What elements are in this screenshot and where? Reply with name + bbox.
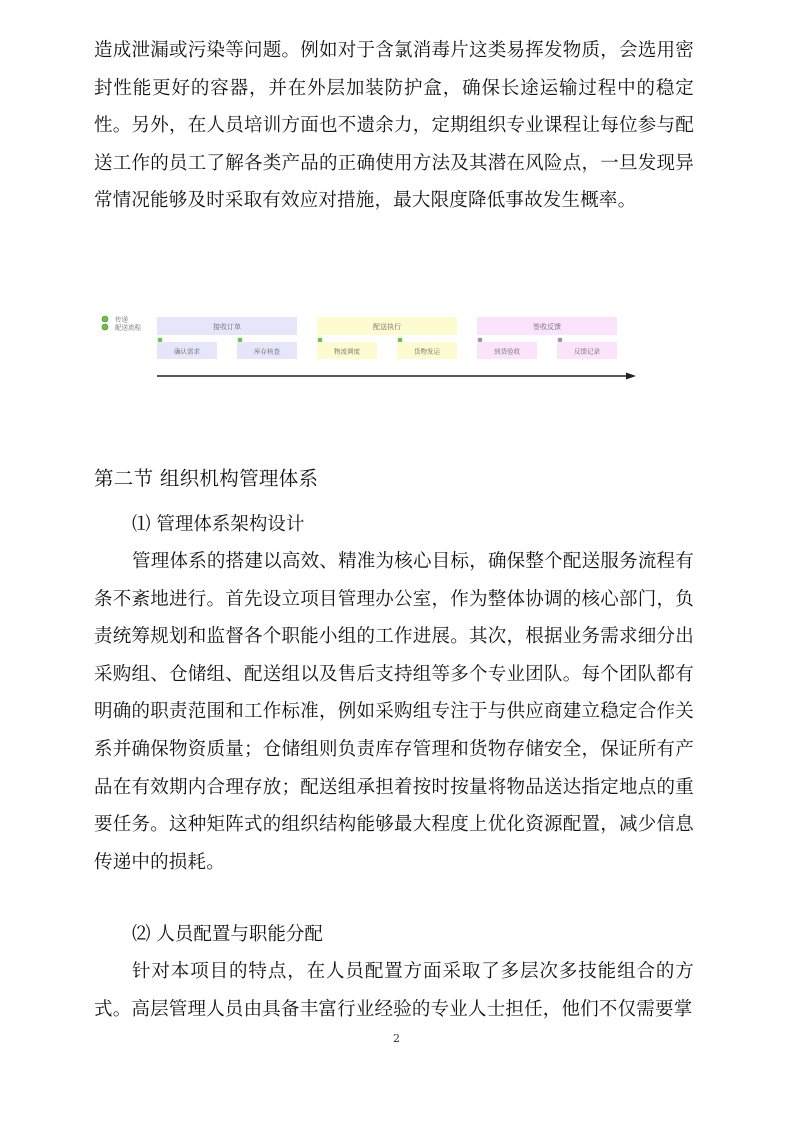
- body-paragraph-1: 管理体系的搭建以高效、精准为核心目标，确保整个配送服务流程有条不紊地进行。首先设立项目管理办公室，作为整体协调的核心部门，负责统筹规划和监督各个职能小组的工作进展。其次，根据业务需求细分出采购组、仓储组、配送组以及售后支持组等多个专业团队。每个团队都有明确的职责范围和工作标准，例如采购组专注于与供应商建立稳定合作关系并确保物资质量；仓储组则负责库存管理和货物存储安全，保证所有产品在有效期内合理存放；配送组承担着按时按量将物品送达指定地点的重要任务。这种矩阵式的组织结构能够最大程度上优化资源配置，减少信息传递中的损耗。: [94, 551, 694, 873]
- step-dot: [558, 338, 563, 343]
- process-diagram: [96, 310, 641, 382]
- subsection-title-2: ⑵ 人员配置与职能分配: [132, 924, 323, 945]
- phase-label-1: 接收订单: [213, 323, 241, 331]
- timeline-arrow-head: [626, 373, 636, 380]
- phase-label-3: 签收反馈: [533, 323, 561, 331]
- step-dot: [318, 338, 323, 343]
- legend-label-1: 传递: [115, 315, 128, 324]
- step-label-1b: 库存核查: [254, 347, 280, 356]
- section-heading: 第二节 组织机构管理体系: [94, 467, 319, 490]
- step-dot: [238, 338, 243, 343]
- step-label-3b: 反馈记录: [574, 347, 600, 356]
- legend-label-2: 配送流程: [115, 323, 141, 332]
- intro-paragraph: 造成泄漏或污染等问题。例如对于含氯消毒片这类易挥发物质，会选用密封性能更好的容器，并在外层加装防护盒，确保长途运输过程中的稳定性。另外，在人员培训方面也不遗余力，定期组织专业课程让每位参与配送工作的员工了解各类产品的正确使用方法及其潜在风险点，一旦发现异常情况能够及时采取有效应对措施，最大限度降低事故发生概率。: [94, 40, 694, 212]
- legend-dot-green: [102, 324, 108, 330]
- step-dot: [478, 338, 483, 343]
- step-dot: [158, 338, 163, 343]
- legend-dot-green: [102, 316, 108, 322]
- step-label-1a: 确认需求: [174, 347, 200, 356]
- subsection-title-1: ⑴ 管理体系架构设计: [132, 514, 305, 535]
- step-label-2b: 货物发运: [414, 347, 440, 356]
- phase-label-2: 配送执行: [373, 323, 401, 331]
- page-number: 2: [393, 1032, 400, 1045]
- step-label-2a: 物流调度: [334, 347, 360, 356]
- step-label-3a: 到货验收: [494, 347, 520, 356]
- step-dot: [398, 338, 403, 343]
- body-paragraph-2: 针对本项目的特点，在人员配置方面采取了多层次多技能组合的方式。高层管理人员由具备丰富行业经验的专业人士担任，他们不仅需要掌: [94, 961, 694, 1020]
